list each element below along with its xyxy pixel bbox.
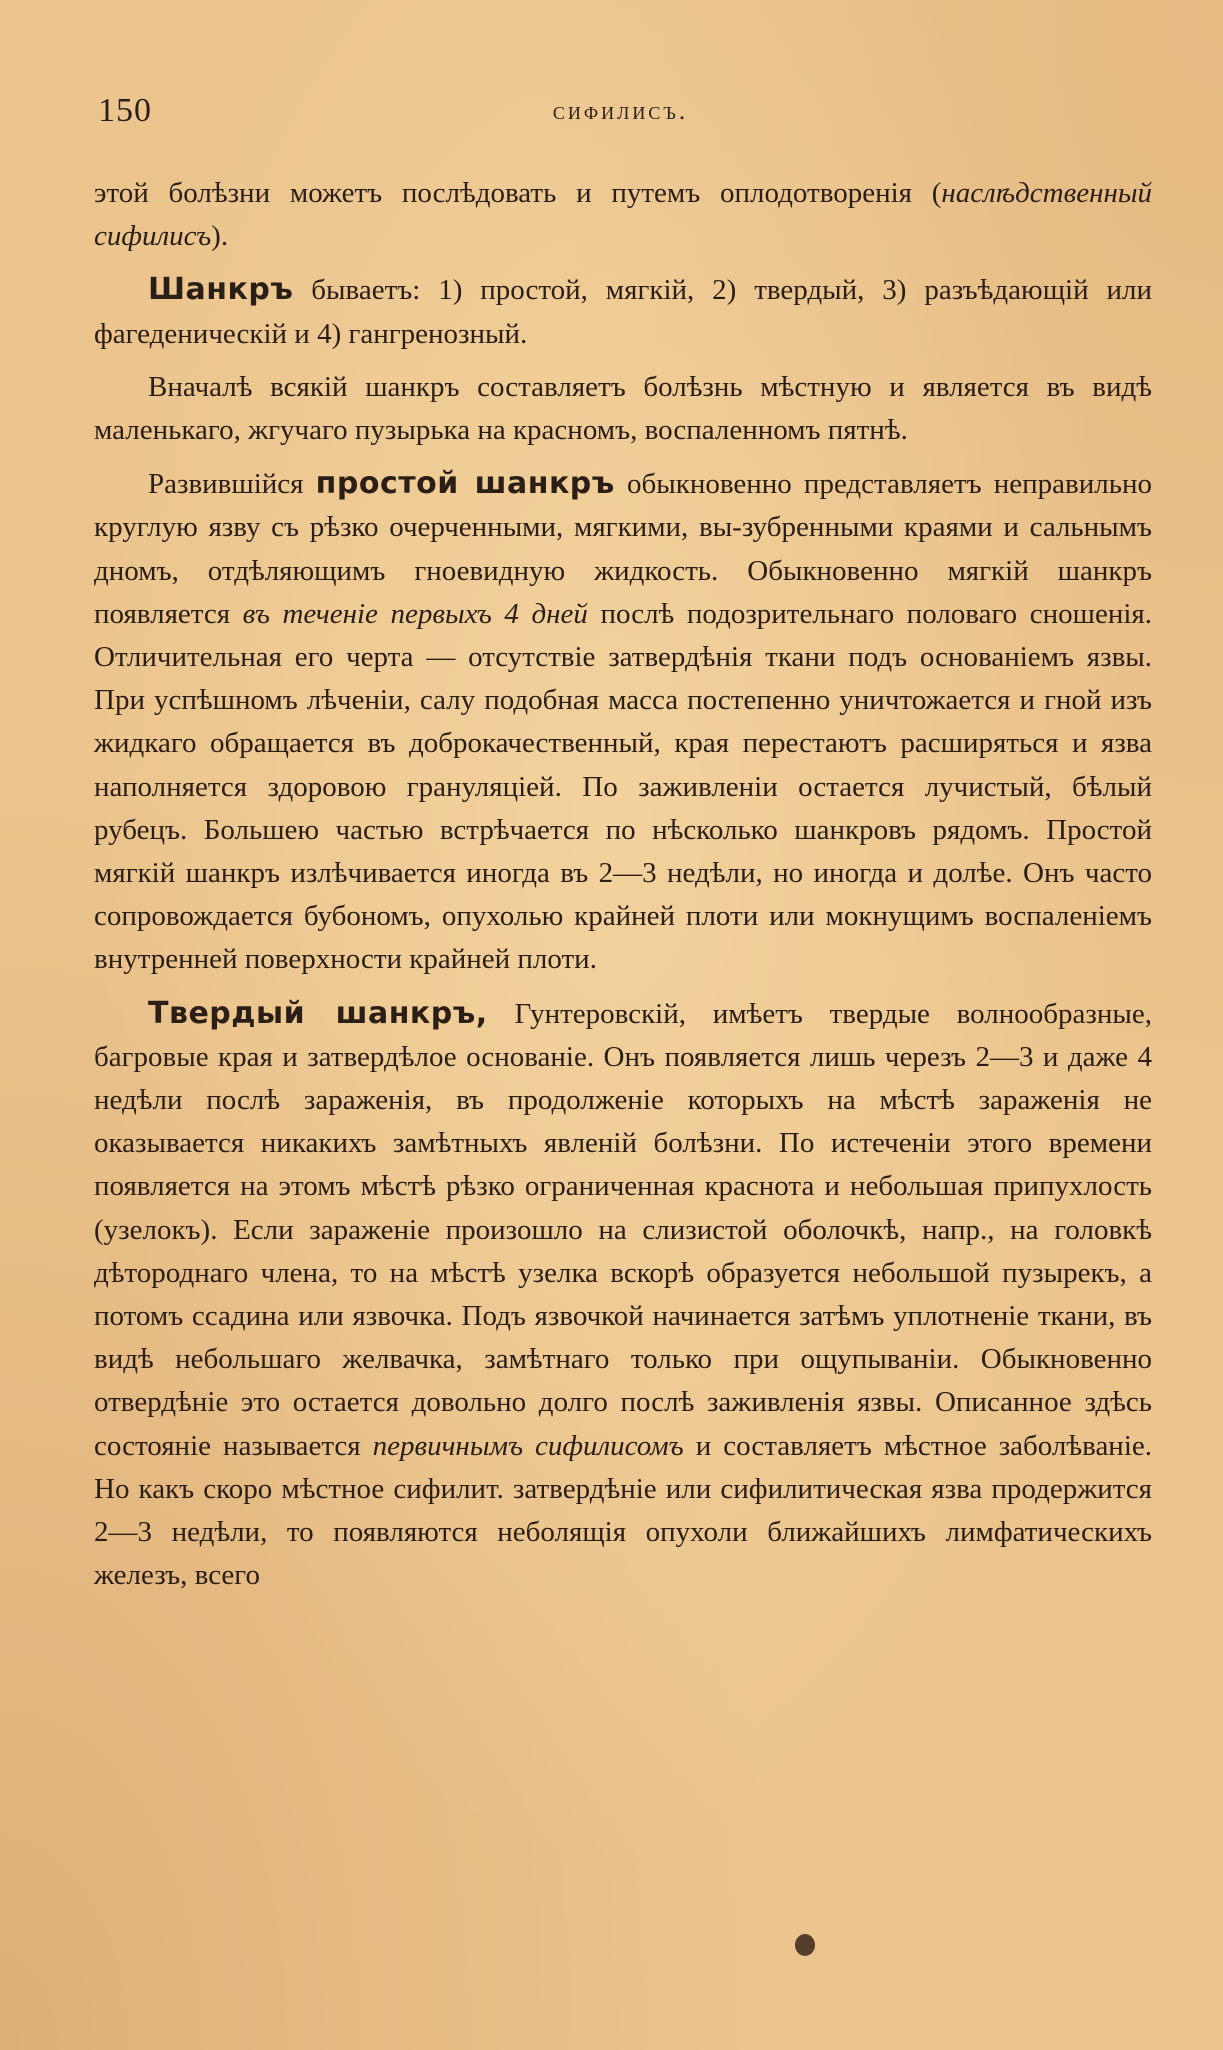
paragraph-text: ).: [211, 220, 229, 253]
term-heading: Шанкръ: [148, 272, 294, 308]
term-heading: простой шанкръ: [315, 466, 615, 502]
paragraph-chancre-types: [94, 268, 1152, 355]
italic-term: въ теченіе первыхъ 4 дней: [242, 597, 588, 630]
body-text: [94, 172, 1152, 1598]
paragraph-text: Развившійся: [148, 468, 316, 501]
italic-term: первичнымъ сифилисомъ: [372, 1429, 684, 1462]
page-number: 150: [98, 92, 152, 129]
paragraph-heredity: [94, 172, 1152, 258]
page-header: [98, 92, 1143, 132]
italic-term: наслѣдственный сифилисъ: [94, 177, 1152, 253]
paragraph-text: послѣ подозрительнаго половаго сношенія. Отличительная его черта — отсутствіе затвердѣнія ткани подъ основаніемъ язвы. При успѣшномъ лѣченіи, салу подобная масса постепенно уничтожается и гной изъ жидкаго обращается въ доброкачественный, края перестаютъ расширяться и язва наполняется здоровою грануляціей. По заживленіи остается лучистый, бѣлый рубецъ. Большею частью встрѣчается по нѣсколько шанкровъ рядомъ. Простой мягкій шанкръ излѣчивается иногда въ 2—3 недѣли, но иногда и долѣе. Онъ часто сопровождается бубономъ, опухолью крайней плоти или мокнущимъ воспаленіемъ внутренней поверхности крайней плоти.: [94, 597, 1152, 976]
paragraph-text: Гунтеровскій, имѣетъ твердые волнообразные, багровые края и затвердѣлое основаніе. Онъ появляется лишь черезъ 2—3 и даже 4 недѣли послѣ зараженія, въ продолженіе которыхъ на мѣстѣ зараженія не оказывается никакихъ замѣтныхъ явленій болѣзни. По истеченіи этого времени появляется на этомъ мѣстѣ рѣзко ограниченная краснота и небольшая припухлость (узелокъ). Если зараженіе произошло на слизистой оболочкѣ, напр., на головкѣ дѣтороднаго члена, то на мѣстѣ узелка вскорѣ образуется небольшой пузырекъ, а потомъ ссадина или язвочка. Подъ язвочкой начинается затѣмъ уплотненіе ткани, въ видѣ небольшаго желвачка, замѣтнаго только при ощупываніи. Обыкновенно отвердѣніе это остается довольно долго послѣ заживленія язвы. Описанное здѣсь состояніе называется: [94, 997, 1152, 1462]
paragraph-text: и составляетъ мѣстное заболѣваніе. Но какъ скоро мѣстное сифилит. затвердѣніе или сифилитическая язва продержится 2—3 недѣли, то появляются неболящія опухоли ближайшихъ лимфатическихъ железъ, всего: [94, 1429, 1153, 1592]
paragraph-initial-stage: [94, 366, 1152, 452]
paragraph-hard-chancre: [94, 992, 1152, 1598]
paragraph-text: Вначалѣ всякій шанкръ составляетъ болѣзнь мѣстную и является въ видѣ маленькаго, жгучаго пузырька на красномъ, воспаленномъ пятнѣ.: [94, 370, 1152, 447]
term-heading: Твердый шанкръ,: [148, 995, 488, 1031]
paragraph-text: этой болѣзни можетъ послѣдовать и путемъ оплодотворенія (: [94, 177, 942, 209]
paragraph-text: бываетъ: 1) простой, мягкій, 2) твердый, 3) разъѣдающій или фагеденическій и 4) гангренозный.: [94, 274, 1152, 350]
paragraph-text: обыкновенно представляетъ неправильно круглую язву съ рѣзко очерченными, мягкими, вы-зубренными краями и сальнымъ дномъ, отдѣляющимъ гноевидную жидкость. Обыкновенно мягкій шанкръ появляется: [94, 468, 1152, 630]
paragraph-simple-chancre: [94, 462, 1152, 981]
ink-blot: [795, 1934, 815, 1956]
running-title: сифилисъ.: [552, 98, 689, 125]
